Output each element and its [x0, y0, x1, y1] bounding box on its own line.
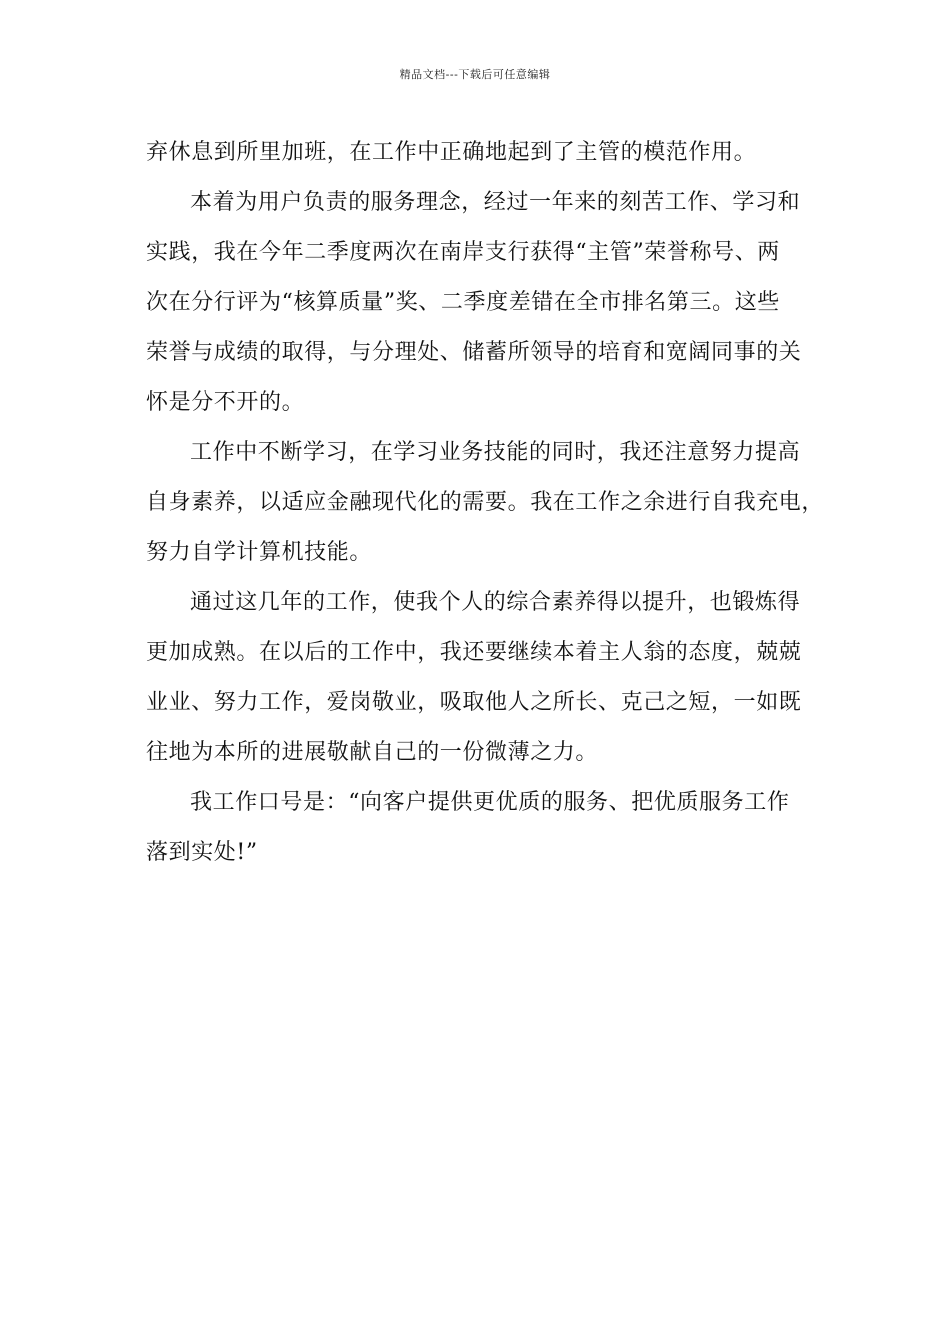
paragraph-line: 工作中不断学习，在学习业务技能的同时，我还注意努力提高: [190, 440, 801, 465]
paragraph-line: 通过这几年的工作，使我个人的综合素养得以提升，也锻炼得: [190, 590, 801, 615]
paragraph-line: 弃休息到所里加班，在工作中正确地起到了主管的模范作用。: [146, 140, 757, 165]
paragraph-line: 我工作口号是：“向客户提供更优质的服务、把优质服务工作: [190, 790, 790, 815]
paragraph-line: 怀是分不开的。: [146, 390, 305, 415]
paragraph-line: 业业、努力工作，爱岗敬业，吸取他人之所长、克己之短，一如既: [146, 690, 802, 715]
paragraph-line: 落到实处!”: [146, 840, 258, 865]
paragraph-line: 本着为用户负责的服务理念，经过一年来的刻苦工作、学习和: [190, 190, 801, 215]
paragraph-line: 更加成熟。在以后的工作中，我还要继续本着主人翁的态度，兢兢: [146, 640, 802, 665]
paragraph-line: 往地为本所的进展敬献自己的一份微薄之力。: [146, 740, 599, 765]
paragraph-line: 自身素养，以适应金融现代化的需要。我在工作之余进行自我充电，: [146, 490, 825, 515]
paragraph-line: 实践，我在今年二季度两次在南岸支行获得“主管”荣誉称号、两: [146, 240, 780, 265]
paragraph-line: 荣誉与成绩的取得，与分理处、储蓄所领导的培育和宽阔同事的关: [146, 340, 802, 365]
paragraph-line: 努力自学计算机技能。: [146, 540, 373, 565]
page-header: 精品文档---下载后可任意编辑: [399, 68, 551, 81]
paragraph-line: 次在分行评为“核算质量”奖、二季度差错在全市排名第三。这些: [146, 290, 780, 315]
document-body: [146, 128, 826, 878]
